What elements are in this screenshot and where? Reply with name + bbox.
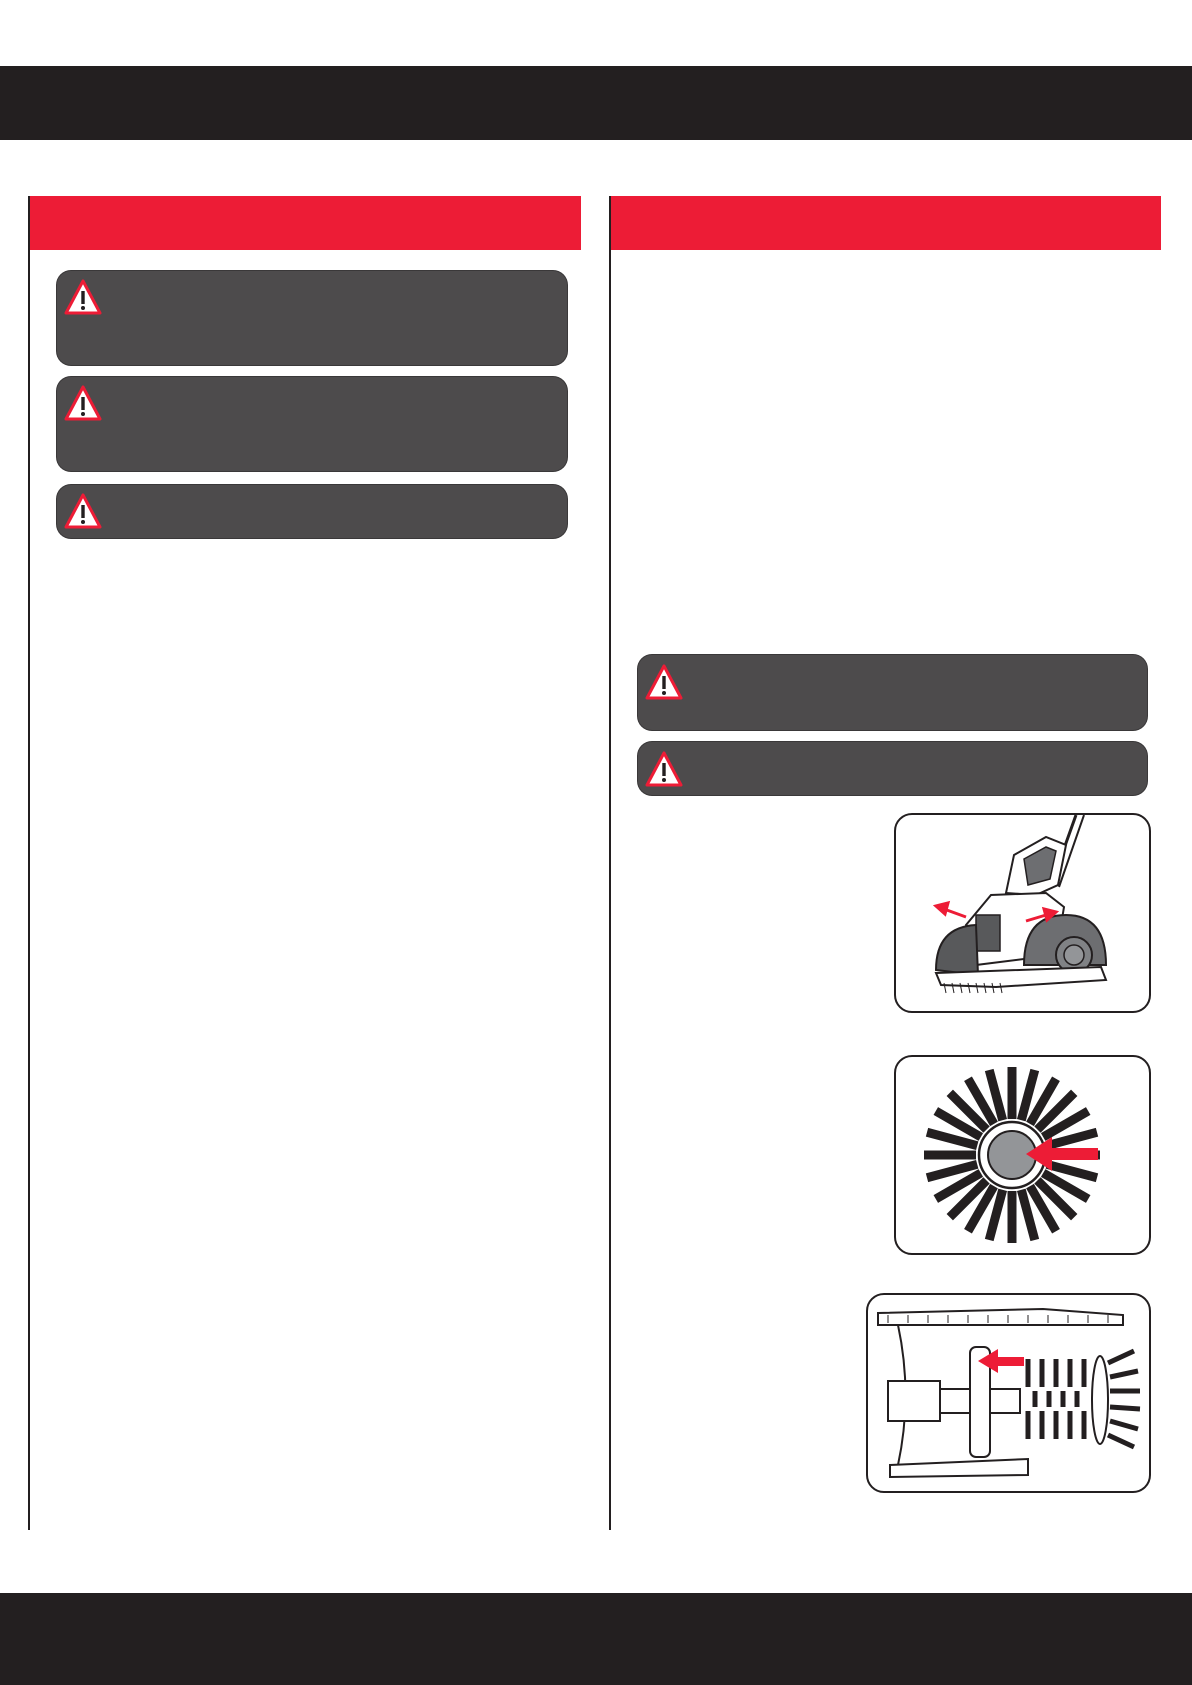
left-section-header [28, 196, 581, 250]
brush-hub-illustration [896, 1057, 1149, 1253]
bottom-footer-bar [0, 1593, 1192, 1685]
warning-triangle-icon [64, 385, 102, 421]
warning-box [57, 271, 567, 365]
warning-box [57, 377, 567, 471]
warning-triangle-icon [645, 751, 683, 787]
figure-brush-hub [894, 1055, 1151, 1255]
left-section-title [28, 196, 581, 222]
left-column-rule [28, 196, 30, 1530]
right-section-header [609, 196, 1161, 250]
header-title [0, 66, 1192, 106]
roller-axle-illustration [868, 1295, 1149, 1491]
warning-box [638, 742, 1147, 795]
figure-device-head [894, 813, 1151, 1013]
warning-triangle-icon [645, 664, 683, 700]
footer-text [0, 1593, 1192, 1633]
warning-triangle-icon [64, 493, 102, 529]
top-header-bar [0, 66, 1192, 140]
right-column-rule [609, 196, 611, 1530]
warning-box [57, 485, 567, 538]
warning-triangle-icon [64, 279, 102, 315]
figure-roller-axle [866, 1293, 1151, 1493]
device-head-illustration [896, 815, 1149, 1011]
right-section-title [609, 196, 1161, 222]
warning-box [638, 655, 1147, 730]
